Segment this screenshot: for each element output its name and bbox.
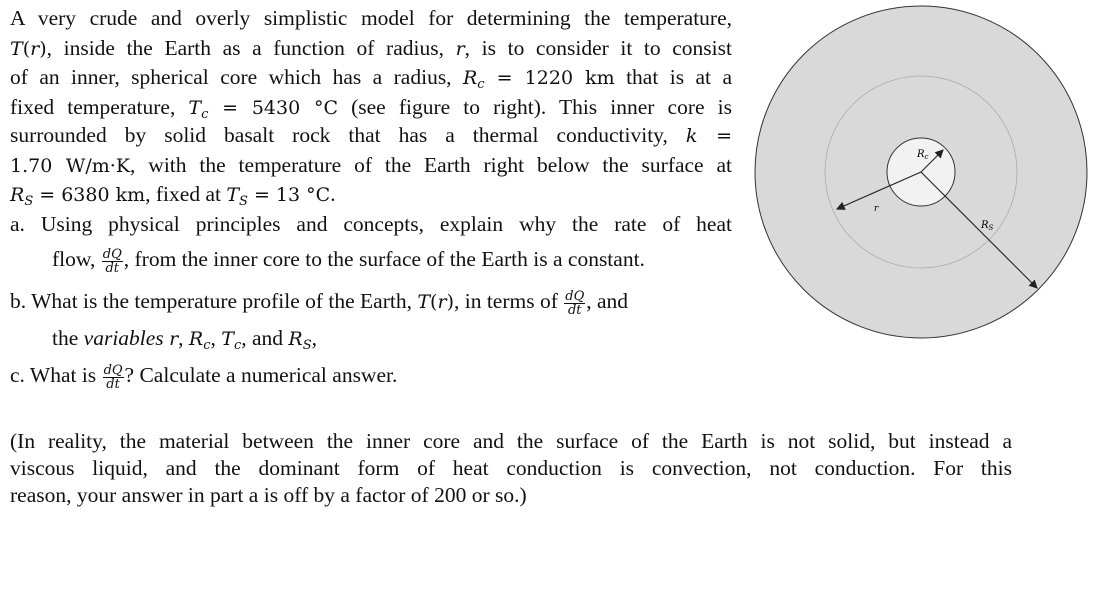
math-value: ( bbox=[430, 291, 438, 313]
text-segment: , bbox=[178, 326, 189, 350]
intro-line bbox=[10, 5, 732, 31]
math-value: 1.70 W/m·K bbox=[10, 155, 131, 177]
text-segment: (see figure to right). This inner core is bbox=[338, 95, 732, 119]
text-segment: , fixed at bbox=[145, 182, 227, 206]
text-segment: , from the inner core to the surface of the Earth is a constant. bbox=[123, 247, 645, 271]
text-segment: , and bbox=[241, 326, 289, 350]
text-segment: that is at a bbox=[614, 65, 732, 89]
math-variable: $R_c$ bbox=[462, 67, 485, 92]
earth-diagram bbox=[750, 0, 1103, 345]
math-variable: $R_c$ bbox=[188, 328, 211, 353]
intro-line bbox=[10, 122, 732, 149]
math-variable: $T_S$ bbox=[226, 184, 248, 209]
note-line: viscous liquid, and the dominant form of heat conduction is convection, not conduction. For this bbox=[10, 456, 1012, 480]
text-segment: . bbox=[330, 182, 336, 206]
text-segment: the bbox=[52, 326, 84, 350]
math-variable: T bbox=[10, 38, 23, 60]
question-part-line bbox=[52, 246, 645, 275]
text-segment: flow, bbox=[52, 247, 101, 271]
intro-line bbox=[10, 181, 336, 215]
text-segment: a. Using physical principles and concepts, explain why the rate of heat bbox=[10, 212, 732, 236]
text-segment: , in terms of bbox=[453, 289, 564, 313]
math-variable: r bbox=[437, 291, 447, 313]
fraction-dq-dt: $\frac{dQ}{dt}$ bbox=[565, 288, 585, 318]
intro-line bbox=[10, 152, 732, 179]
math-value: = bbox=[697, 125, 732, 147]
question-part-line bbox=[52, 325, 317, 359]
rc-label: $R_c$ bbox=[917, 149, 929, 161]
math-variable: r bbox=[455, 38, 465, 60]
math-variable: $T_c$ bbox=[188, 97, 209, 122]
math-variable: $T_c$ bbox=[221, 328, 242, 353]
math-variable: r bbox=[169, 328, 179, 350]
math-value: = 5430 °C bbox=[208, 97, 339, 119]
text-segment: b. What is the temperature profile of the Earth, bbox=[10, 289, 418, 313]
text-segment: , bbox=[210, 326, 222, 350]
math-variable: k bbox=[685, 125, 698, 147]
math-variable: T bbox=[417, 291, 431, 313]
fraction-dq-dt: $\frac{dQ}{dt}$ bbox=[103, 362, 123, 392]
text-segment: fixed temperature, bbox=[10, 95, 189, 119]
note-line: (In reality, the material between the inner core and the surface of the Earth is not solid, but instead a bbox=[10, 429, 1012, 453]
math-value: = 1220 km bbox=[484, 67, 615, 89]
note-line: reason, your answer in part a is off by a factor of 200 or so.) bbox=[10, 483, 527, 507]
question-part-line bbox=[10, 288, 628, 317]
text-segment: c. What is bbox=[10, 363, 102, 387]
text-segment: surrounded by solid basalt rock that has a thermal conductivity, bbox=[10, 123, 686, 147]
question-part-line bbox=[10, 211, 732, 237]
question-part-line bbox=[10, 362, 397, 391]
math-variable: r bbox=[30, 38, 40, 60]
text-segment: , with the temperature of the Earth right below the surface at bbox=[130, 153, 732, 177]
math-value: ( bbox=[22, 38, 31, 60]
math-value: = 13 °C bbox=[247, 184, 331, 206]
intro-line bbox=[10, 35, 732, 62]
text-segment: A very crude and overly simplistic model for determining the temperature, bbox=[10, 6, 732, 30]
text-segment: of an inner, spherical core which has a radius, bbox=[10, 65, 463, 89]
math-variable: $R_S$ bbox=[288, 328, 312, 353]
text-emphasis: variables bbox=[83, 326, 164, 350]
text-segment: ? Calculate a numerical answer. bbox=[124, 363, 398, 387]
text-segment: , is to consider it to consist bbox=[464, 36, 732, 60]
math-value: ) bbox=[39, 38, 47, 60]
r-label: r bbox=[874, 204, 879, 214]
text-segment: , inside the Earth as a function of radius, bbox=[46, 36, 456, 60]
math-value: ) bbox=[446, 291, 454, 313]
text-segment: , and bbox=[586, 289, 629, 313]
intro-line bbox=[10, 64, 732, 98]
math-value: = 6380 km bbox=[33, 184, 146, 206]
math-variable: $R_S$ bbox=[10, 184, 34, 209]
text-segment: , bbox=[311, 326, 317, 350]
rs-label: $R_S$ bbox=[981, 220, 994, 232]
fraction-dq-dt: $\frac{dQ}{dt}$ bbox=[102, 246, 122, 276]
